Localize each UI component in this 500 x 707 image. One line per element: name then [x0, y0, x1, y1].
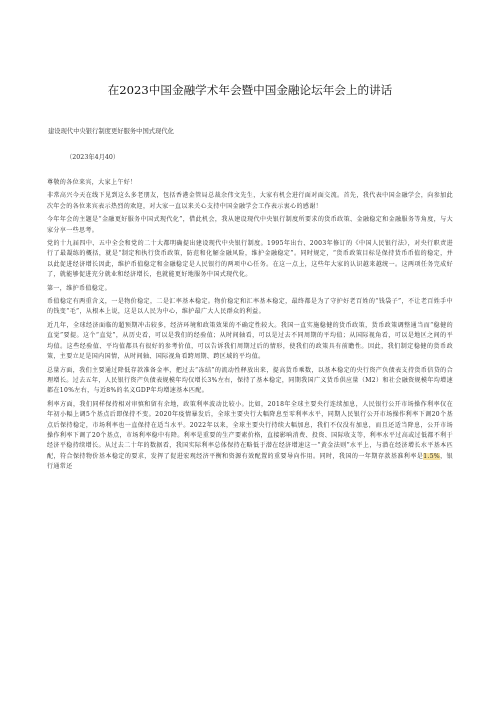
paragraph: 今年年会的主题是“金融更好服务中国式现代化”，借此机会，我从建设现代中央银行制度所要求的货币政策、金融稳定和金融服务等角度，与大家分享一些思考。	[47, 216, 453, 234]
paragraph: 党的十九届四中、五中全会和党的二十大都明确提出建设现代中央银行制度。1995年出台、2003年修订的《中国人民银行法》，对央行职责进行了最凝练的概括，就是“制定和执行货币政策，防范和化解金融风险，维护金融稳定”。同时规定，“货币政策目标是保持货币币值的稳定，并以此促进经济增长因此，维护币值稳定和金融稳定是人民银行的两项中心任务。在这一点上，这些年大家的认识越来越统一。这两项任务完成好了，就能够促进充分就业和经济增长，也就能更好地服务中国式现代化。	[47, 240, 453, 279]
paragraph-interest-rate: 利率方面，我们同样保持相对审慎和留有余地，政策利率波动比较小。比如，2018年全球主要央行连续加息，人民银行公开市场操作利率仅在年初小幅上调5个基点后即保持不变。2020年疫情暴发后，全球主要央行大幅降息至零利率水平，同期人民银行公开市场操作利率下调20个基点后保持稳定，市场利率也一直保持在适当水平。2022年以来，全球主要央行持续大幅加息，我们不仅没有加息，而且还适当降息，公开市场操作利率下调了20个基点，市场利率稳中有降。利率是重要的生产要素价格，直接影响消费、投资、国际收支等，利率水平过高或过低都不利于经济平稳持续增长。从过去二十年的数据看，我国实际利率总体保持在略低于潜在经济增速这一“黄金法则”水平上，与潜在经济增长水平基本匹配，符合保持物价基本稳定的要求，发挥了促进宏观经济平衡和资源有效配置的重要导向作用。同时，我国的一年期存款基准利率是1.5%，银行通常还	[47, 400, 454, 471]
section-heading: 第一，维护币值稳定。	[47, 284, 111, 292]
document-title: 在2023中国金融学术年会暨中国金融论坛年会上的讲话	[107, 83, 393, 97]
document-body	[47, 178, 453, 476]
paragraph: 总量方面，我们主要通过降低存款准备金率，把过去“冻结”的流动性释放出来，提高货币乘数，以基本稳定的央行资产负债表支持货币信贷的合理增长。过去五年，人民银行资产负债表规模年均仅增长3%左右，保持了基本稳定，同期我国广义货币供应量（M2）和社会融资规模年均增速都在10%左右，与近8%的名义GDP年均增速基本匹配。	[47, 366, 453, 395]
document-date: （2023年4月40）	[66, 154, 120, 161]
highlighted-rate: 1.5%	[423, 452, 441, 460]
paragraph: 近几年，全球经济面临的超预期冲击较多，经济环境和政策效果的不确定性较大。我国一直实施稳健的货币政策，货币政策调整通当而“稳健的直觉”要提。这个“直觉”，从历史看，可以是我们的经验值；从时间轴看，可以是过去不同周期的平均值；从国际视角看，可以是地区之间的平均值。这些经验值、平均值都具有很好的参考价值，可以告诉我们周期过后的情形，使我们的政策具有前瞻性。因此，我们制定稳健的货币政策，主要立足是国内国情，从时间轴、国际视角看跨周期、跨区域的平均值。	[47, 321, 453, 361]
paragraph: 非常高兴今天在线下见到这么多老朋友，包括香港金管局总裁余伟文先生，大家有机会进行面对面交流。首先，我代表中国金融学会，向参加此次年会的各位来宾表示热烈的欢迎，对大家一直以来关心支持中国金融学会工作表示衷心的感谢！	[47, 192, 453, 210]
document-subtitle: 建设现代中央银行制度更好服务中国式现代化	[48, 128, 174, 135]
paragraph-greeting: 尊敬的各位来宾，大家上午好！	[47, 179, 137, 186]
paragraph: 币值稳定有两重含义，一是物价稳定，二是汇率基本稳定。物价稳定和汇率基本稳定，最终都是为了守护好老百姓的“钱袋子”，不让老百姓手中的钱变“毛”，从根本上说，这是以人民为中心，维护最广大人民群众的利益。	[47, 298, 453, 316]
